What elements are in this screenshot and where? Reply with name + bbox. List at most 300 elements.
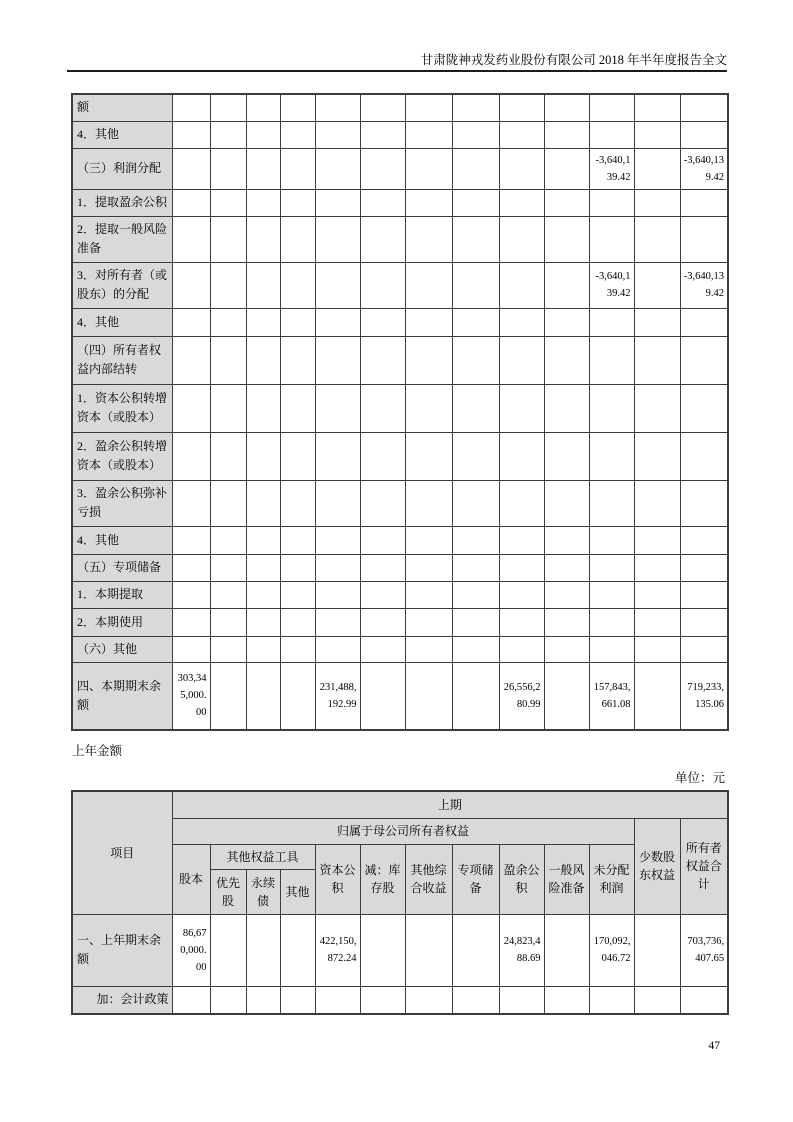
empty-cell	[246, 189, 280, 216]
empty-cell	[315, 636, 360, 662]
empty-cell	[172, 581, 210, 608]
empty-cell	[210, 121, 246, 148]
empty-cell	[280, 554, 315, 581]
empty-cell	[499, 986, 544, 1014]
empty-cell	[172, 189, 210, 216]
row-label: 额	[72, 94, 172, 121]
empty-cell	[360, 581, 405, 608]
empty-cell	[280, 432, 315, 480]
empty-cell	[360, 336, 405, 384]
empty-cell	[680, 636, 728, 662]
table-row	[72, 636, 728, 662]
empty-cell	[405, 986, 452, 1014]
empty-cell	[589, 384, 634, 432]
value-cell: -3,640,139.42	[589, 262, 634, 308]
empty-cell	[452, 384, 499, 432]
empty-cell	[315, 554, 360, 581]
empty-cell	[499, 216, 544, 262]
prior-period-table-header	[72, 791, 728, 914]
empty-cell	[172, 121, 210, 148]
current-period-equity-table	[71, 93, 729, 731]
empty-cell	[280, 148, 315, 189]
empty-cell	[544, 581, 589, 608]
empty-cell	[634, 384, 680, 432]
empty-cell	[360, 189, 405, 216]
col-header-perpetual-bond: 永续债	[246, 869, 280, 914]
row-label: （五）专项储备	[72, 554, 172, 581]
empty-cell	[634, 554, 680, 581]
empty-cell	[172, 986, 210, 1014]
empty-cell	[452, 189, 499, 216]
empty-cell	[210, 148, 246, 189]
empty-cell	[405, 336, 452, 384]
empty-cell	[315, 432, 360, 480]
empty-cell	[280, 986, 315, 1014]
value-cell: -3,640,139.42	[680, 262, 728, 308]
row-label: 4．其他	[72, 308, 172, 336]
empty-cell	[360, 94, 405, 121]
empty-cell	[634, 216, 680, 262]
col-header-total-equity: 所有者权益合计	[680, 818, 728, 914]
empty-cell	[589, 608, 634, 636]
empty-cell	[680, 94, 728, 121]
empty-cell	[280, 384, 315, 432]
col-header-special-reserve: 专项储备	[452, 844, 499, 914]
value-cell: 157,843,661.08	[589, 662, 634, 730]
empty-cell	[452, 526, 499, 554]
empty-cell	[589, 986, 634, 1014]
empty-cell	[360, 121, 405, 148]
current-period-table-body	[72, 94, 728, 730]
empty-cell	[405, 554, 452, 581]
empty-cell	[452, 432, 499, 480]
empty-cell	[280, 308, 315, 336]
value-cell: 26,556,280.99	[499, 662, 544, 730]
value-cell: -3,640,139.42	[589, 148, 634, 189]
empty-cell	[680, 308, 728, 336]
empty-cell	[589, 336, 634, 384]
empty-cell	[172, 384, 210, 432]
empty-cell	[280, 480, 315, 526]
empty-cell	[544, 480, 589, 526]
empty-cell	[452, 308, 499, 336]
empty-cell	[280, 216, 315, 262]
empty-cell	[589, 554, 634, 581]
empty-cell	[280, 336, 315, 384]
table-row	[72, 608, 728, 636]
empty-cell	[315, 526, 360, 554]
empty-cell	[499, 480, 544, 526]
empty-cell	[210, 216, 246, 262]
empty-cell	[405, 308, 452, 336]
empty-cell	[246, 554, 280, 581]
empty-cell	[405, 262, 452, 308]
empty-cell	[544, 662, 589, 730]
table-row	[72, 148, 728, 189]
table-row	[72, 384, 728, 432]
row-label: （三）利润分配	[72, 148, 172, 189]
empty-cell	[210, 914, 246, 986]
col-header-other-comprehensive-income: 其他综合收益	[405, 844, 452, 914]
empty-cell	[172, 94, 210, 121]
empty-cell	[452, 94, 499, 121]
empty-cell	[360, 986, 405, 1014]
empty-cell	[589, 432, 634, 480]
empty-cell	[210, 384, 246, 432]
empty-cell	[360, 432, 405, 480]
empty-cell	[452, 336, 499, 384]
empty-cell	[246, 216, 280, 262]
table-row	[72, 216, 728, 262]
row-label: 4．其他	[72, 121, 172, 148]
col-header-undistributed-profit: 未分配利润	[589, 844, 634, 914]
empty-cell	[246, 914, 280, 986]
empty-cell	[172, 148, 210, 189]
value-cell: 86,670,000.00	[172, 914, 210, 986]
empty-cell	[499, 608, 544, 636]
empty-cell	[634, 308, 680, 336]
empty-cell	[315, 94, 360, 121]
table-row	[72, 581, 728, 608]
empty-cell	[589, 480, 634, 526]
empty-cell	[172, 308, 210, 336]
empty-cell	[280, 262, 315, 308]
empty-cell	[680, 480, 728, 526]
empty-cell	[405, 189, 452, 216]
empty-cell	[634, 94, 680, 121]
header-rule	[67, 70, 727, 72]
empty-cell	[680, 986, 728, 1014]
empty-cell	[499, 384, 544, 432]
empty-cell	[315, 189, 360, 216]
row-label: 2．本期使用	[72, 608, 172, 636]
value-cell: 422,150,872.24	[315, 914, 360, 986]
empty-cell	[315, 216, 360, 262]
empty-cell	[246, 262, 280, 308]
table-row	[72, 554, 728, 581]
empty-cell	[246, 94, 280, 121]
empty-cell	[634, 262, 680, 308]
col-header-surplus-reserve: 盈余公积	[499, 844, 544, 914]
empty-cell	[634, 432, 680, 480]
col-header-less-treasury-stock: 减：库存股	[360, 844, 405, 914]
empty-cell	[405, 914, 452, 986]
empty-cell	[544, 189, 589, 216]
empty-cell	[499, 94, 544, 121]
empty-cell	[246, 480, 280, 526]
empty-cell	[405, 662, 452, 730]
empty-cell	[246, 986, 280, 1014]
table-row	[72, 526, 728, 554]
empty-cell	[405, 94, 452, 121]
empty-cell	[544, 986, 589, 1014]
empty-cell	[210, 662, 246, 730]
empty-cell	[680, 121, 728, 148]
empty-cell	[452, 554, 499, 581]
empty-cell	[405, 432, 452, 480]
empty-cell	[589, 526, 634, 554]
empty-cell	[405, 608, 452, 636]
empty-cell	[405, 480, 452, 526]
empty-cell	[544, 262, 589, 308]
empty-cell	[405, 384, 452, 432]
value-cell: 24,823,488.69	[499, 914, 544, 986]
table-row	[72, 480, 728, 526]
row-label: 3．盈余公积弥补亏损	[72, 480, 172, 526]
col-header-preferred-stock: 优先股	[210, 869, 246, 914]
empty-cell	[246, 526, 280, 554]
row-label: （四）所有者权益内部结转	[72, 336, 172, 384]
row-label: （六）其他	[72, 636, 172, 662]
empty-cell	[544, 336, 589, 384]
empty-cell	[172, 608, 210, 636]
empty-cell	[315, 986, 360, 1014]
value-cell: 231,488,192.99	[315, 662, 360, 730]
empty-cell	[315, 384, 360, 432]
empty-cell	[210, 480, 246, 526]
empty-cell	[280, 121, 315, 148]
empty-cell	[634, 636, 680, 662]
empty-cell	[360, 148, 405, 189]
empty-cell	[280, 94, 315, 121]
empty-cell	[172, 526, 210, 554]
unit-label: 单位：元	[674, 771, 725, 785]
row-label: 4．其他	[72, 526, 172, 554]
empty-cell	[680, 554, 728, 581]
empty-cell	[246, 636, 280, 662]
empty-cell	[499, 189, 544, 216]
empty-cell	[315, 262, 360, 308]
empty-cell	[315, 608, 360, 636]
empty-cell	[680, 432, 728, 480]
empty-cell	[544, 308, 589, 336]
empty-cell	[246, 308, 280, 336]
empty-cell	[680, 581, 728, 608]
table-row	[72, 662, 728, 730]
row-label: 3．对所有者（或股东）的分配	[72, 262, 172, 308]
empty-cell	[405, 581, 452, 608]
empty-cell	[589, 121, 634, 148]
empty-cell	[246, 336, 280, 384]
empty-cell	[280, 662, 315, 730]
empty-cell	[634, 581, 680, 608]
value-cell: 703,736,407.65	[680, 914, 728, 986]
empty-cell	[280, 526, 315, 554]
empty-cell	[315, 336, 360, 384]
empty-cell	[634, 336, 680, 384]
empty-cell	[589, 94, 634, 121]
table-row	[72, 914, 728, 986]
col-header-other-equity-instruments: 其他权益工具	[210, 844, 315, 869]
empty-cell	[634, 148, 680, 189]
empty-cell	[680, 384, 728, 432]
empty-cell	[172, 432, 210, 480]
prior-period-equity-table	[71, 790, 729, 1015]
empty-cell	[210, 608, 246, 636]
empty-cell	[210, 432, 246, 480]
col-header-share-capital: 股本	[172, 844, 210, 914]
empty-cell	[680, 189, 728, 216]
empty-cell	[246, 432, 280, 480]
empty-cell	[405, 121, 452, 148]
empty-cell	[544, 148, 589, 189]
row-label: 四、本期期末余额	[72, 662, 172, 730]
empty-cell	[172, 480, 210, 526]
empty-cell	[246, 662, 280, 730]
empty-cell	[315, 480, 360, 526]
empty-cell	[499, 336, 544, 384]
empty-cell	[210, 526, 246, 554]
table-row	[72, 336, 728, 384]
empty-cell	[499, 554, 544, 581]
empty-cell	[210, 262, 246, 308]
empty-cell	[315, 148, 360, 189]
empty-cell	[589, 189, 634, 216]
empty-cell	[452, 986, 499, 1014]
document-header-title: 甘肃陇神戎发药业股份有限公司 2018 年半年度报告全文	[420, 53, 727, 67]
empty-cell	[405, 636, 452, 662]
col-header-minority-interest: 少数股东权益	[634, 818, 680, 914]
empty-cell	[680, 216, 728, 262]
empty-cell	[452, 262, 499, 308]
empty-cell	[210, 336, 246, 384]
empty-cell	[544, 216, 589, 262]
table-row	[72, 986, 728, 1014]
col-header-period: 上期	[172, 791, 728, 818]
empty-cell	[499, 636, 544, 662]
empty-cell	[680, 336, 728, 384]
empty-cell	[634, 189, 680, 216]
empty-cell	[634, 986, 680, 1014]
row-label: 2．盈余公积转增资本（或股本）	[72, 432, 172, 480]
empty-cell	[544, 384, 589, 432]
page-number: 47	[708, 1040, 720, 1052]
empty-cell	[634, 480, 680, 526]
table-row	[72, 189, 728, 216]
empty-cell	[360, 262, 405, 308]
row-label: 2．提取一般风险准备	[72, 216, 172, 262]
empty-cell	[360, 216, 405, 262]
empty-cell	[405, 148, 452, 189]
empty-cell	[210, 986, 246, 1014]
empty-cell	[172, 216, 210, 262]
empty-cell	[246, 581, 280, 608]
table-row	[72, 94, 728, 121]
empty-cell	[280, 581, 315, 608]
value-cell: 303,345,000.00	[172, 662, 210, 730]
empty-cell	[499, 526, 544, 554]
empty-cell	[315, 581, 360, 608]
empty-cell	[680, 526, 728, 554]
empty-cell	[634, 608, 680, 636]
row-label: 1．提取盈余公积	[72, 189, 172, 216]
empty-cell	[172, 262, 210, 308]
empty-cell	[360, 914, 405, 986]
empty-cell	[360, 308, 405, 336]
empty-cell	[360, 636, 405, 662]
empty-cell	[544, 608, 589, 636]
prior-year-section-label: 上年金额	[72, 744, 123, 758]
empty-cell	[544, 121, 589, 148]
empty-cell	[210, 581, 246, 608]
table-row	[72, 262, 728, 308]
empty-cell	[405, 526, 452, 554]
empty-cell	[405, 216, 452, 262]
empty-cell	[634, 121, 680, 148]
empty-cell	[280, 189, 315, 216]
empty-cell	[544, 554, 589, 581]
col-header-general-risk-reserve: 一般风险准备	[544, 844, 589, 914]
empty-cell	[499, 308, 544, 336]
empty-cell	[499, 121, 544, 148]
empty-cell	[452, 121, 499, 148]
empty-cell	[589, 216, 634, 262]
table-row	[72, 121, 728, 148]
empty-cell	[589, 636, 634, 662]
value-cell: 170,092,046.72	[589, 914, 634, 986]
empty-cell	[360, 662, 405, 730]
empty-cell	[452, 480, 499, 526]
empty-cell	[452, 581, 499, 608]
empty-cell	[246, 608, 280, 636]
table-row	[72, 432, 728, 480]
empty-cell	[360, 526, 405, 554]
empty-cell	[634, 914, 680, 986]
empty-cell	[360, 384, 405, 432]
row-label: 1．本期提取	[72, 581, 172, 608]
empty-cell	[499, 432, 544, 480]
col-header-other-instrument: 其他	[280, 869, 315, 914]
empty-cell	[360, 608, 405, 636]
empty-cell	[246, 384, 280, 432]
empty-cell	[210, 94, 246, 121]
value-cell: -3,640,139.42	[680, 148, 728, 189]
col-header-parent-equity: 归属于母公司所有者权益	[172, 818, 634, 844]
empty-cell	[680, 608, 728, 636]
empty-cell	[544, 526, 589, 554]
empty-cell	[499, 262, 544, 308]
empty-cell	[452, 662, 499, 730]
value-cell: 719,233,135.06	[680, 662, 728, 730]
prior-period-table-body	[72, 914, 728, 1014]
empty-cell	[246, 148, 280, 189]
empty-cell	[634, 662, 680, 730]
empty-cell	[210, 554, 246, 581]
empty-cell	[544, 432, 589, 480]
empty-cell	[280, 636, 315, 662]
empty-cell	[280, 608, 315, 636]
empty-cell	[210, 308, 246, 336]
empty-cell	[246, 121, 280, 148]
empty-cell	[544, 914, 589, 986]
empty-cell	[452, 216, 499, 262]
empty-cell	[315, 121, 360, 148]
empty-cell	[544, 636, 589, 662]
empty-cell	[280, 914, 315, 986]
empty-cell	[172, 554, 210, 581]
row-label: 加：会计政策	[72, 986, 172, 1014]
empty-cell	[452, 608, 499, 636]
empty-cell	[589, 581, 634, 608]
col-header-capital-reserve: 资本公积	[315, 844, 360, 914]
col-header-item: 项目	[72, 791, 172, 914]
empty-cell	[499, 581, 544, 608]
empty-cell	[360, 480, 405, 526]
empty-cell	[589, 308, 634, 336]
empty-cell	[315, 308, 360, 336]
row-label: 1．资本公积转增资本（或股本）	[72, 384, 172, 432]
empty-cell	[360, 554, 405, 581]
